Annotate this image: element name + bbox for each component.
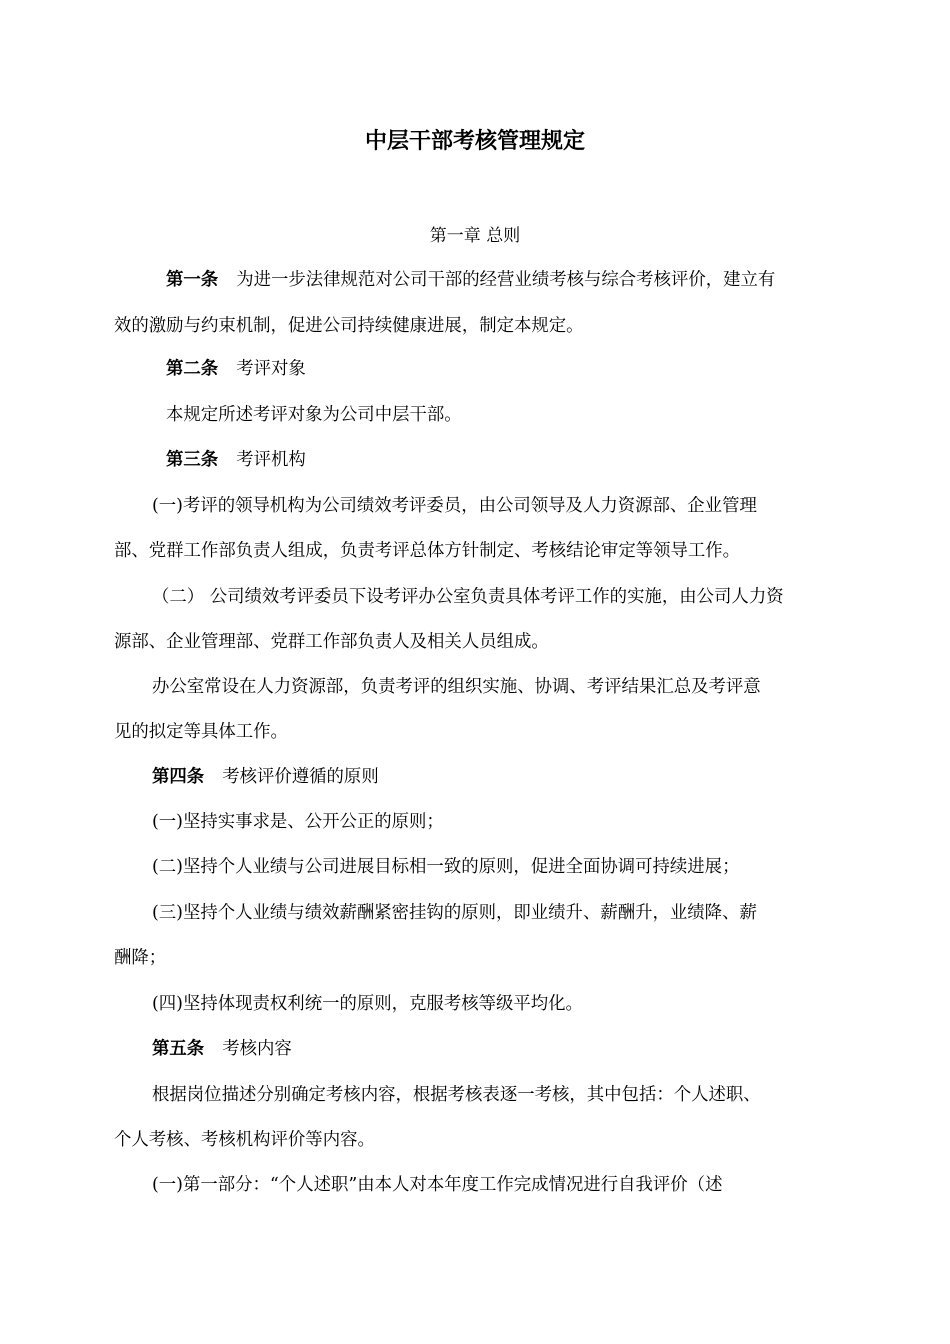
document-title: 中层干部考核管理规定 xyxy=(364,128,585,154)
article-1-text: 为进一步法律规范对公司干部的经营业绩考核与综合考核评价，建立有 xyxy=(236,270,776,290)
article-3-heading-text: 考评机构 xyxy=(236,450,306,470)
chapter-heading: 第一章 总则 xyxy=(429,226,521,246)
article-5-p1-line-2: 个人考核、考核机构评价等内容。 xyxy=(114,1130,375,1150)
article-4-heading-text: 考核评价遵循的原则 xyxy=(222,767,379,787)
article-3-p2-line-2: 源部、企业管理部、党群工作部负责人及相关人员组成。 xyxy=(114,632,549,652)
article-3-p1-line-1: (一)考评的领导机构为公司绩效考评委员，由公司领导及人力资源部、企业管理 xyxy=(152,496,757,516)
article-2-label: 第二条 xyxy=(166,359,219,379)
article-5-heading xyxy=(152,1035,292,1063)
article-4-item-4: (四)坚持体现责权利统一的原则，克服考核等级平均化。 xyxy=(152,994,583,1014)
article-2-body: 本规定所述考评对象为公司中层干部。 xyxy=(166,405,462,425)
article-4-item-3-line-2: 酬降； xyxy=(114,948,167,968)
article-5-heading-text: 考核内容 xyxy=(222,1039,292,1059)
article-4-item-1: (一)坚持实事求是、公开公正的原则； xyxy=(152,812,444,832)
article-3-heading xyxy=(166,446,306,474)
article-3-label: 第三条 xyxy=(166,450,219,470)
article-5-label: 第五条 xyxy=(152,1039,205,1059)
article-4-item-3-line-1: (三)坚持个人业绩与绩效薪酬紧密挂钩的原则，即业绩升、薪酬升，业绩降、薪 xyxy=(152,903,757,923)
article-4-item-2: (二)坚持个人业绩与公司进展目标相一致的原则，促进全面协调可持续进展； xyxy=(152,857,740,877)
article-3-p3-line-2: 见的拟定等具体工作。 xyxy=(114,722,288,742)
article-1-label: 第一条 xyxy=(166,270,219,290)
article-4-label: 第四条 xyxy=(152,767,205,787)
article-5-p1-line-1: 根据岗位描述分别确定考核内容，根据考核表逐一考核，其中包括：个人述职、 xyxy=(152,1085,761,1105)
article-4-heading xyxy=(152,763,379,791)
article-2-heading-text: 考评对象 xyxy=(236,359,306,379)
article-5-p2-line-1: (一)第一部分：“个人述职”由本人对本年度工作完成情况进行自我评价（述 xyxy=(152,1175,723,1195)
article-3-p2-line-1: （二） 公司绩效考评委员下设考评办公室负责具体考评工作的实施，由公司人力资 xyxy=(152,587,784,607)
article-2-heading xyxy=(166,355,306,383)
article-1-line-2: 效的激励与约束机制，促进公司持续健康进展，制定本规定。 xyxy=(114,316,584,336)
article-1-line-1 xyxy=(166,266,775,294)
article-3-p3-line-1: 办公室常设在人力资源部，负责考评的组织实施、协调、考评结果汇总及考评意 xyxy=(152,677,761,697)
article-3-p1-line-2: 部、党群工作部负责人组成，负责考评总体方针制定、考核结论审定等领导工作。 xyxy=(114,541,741,561)
